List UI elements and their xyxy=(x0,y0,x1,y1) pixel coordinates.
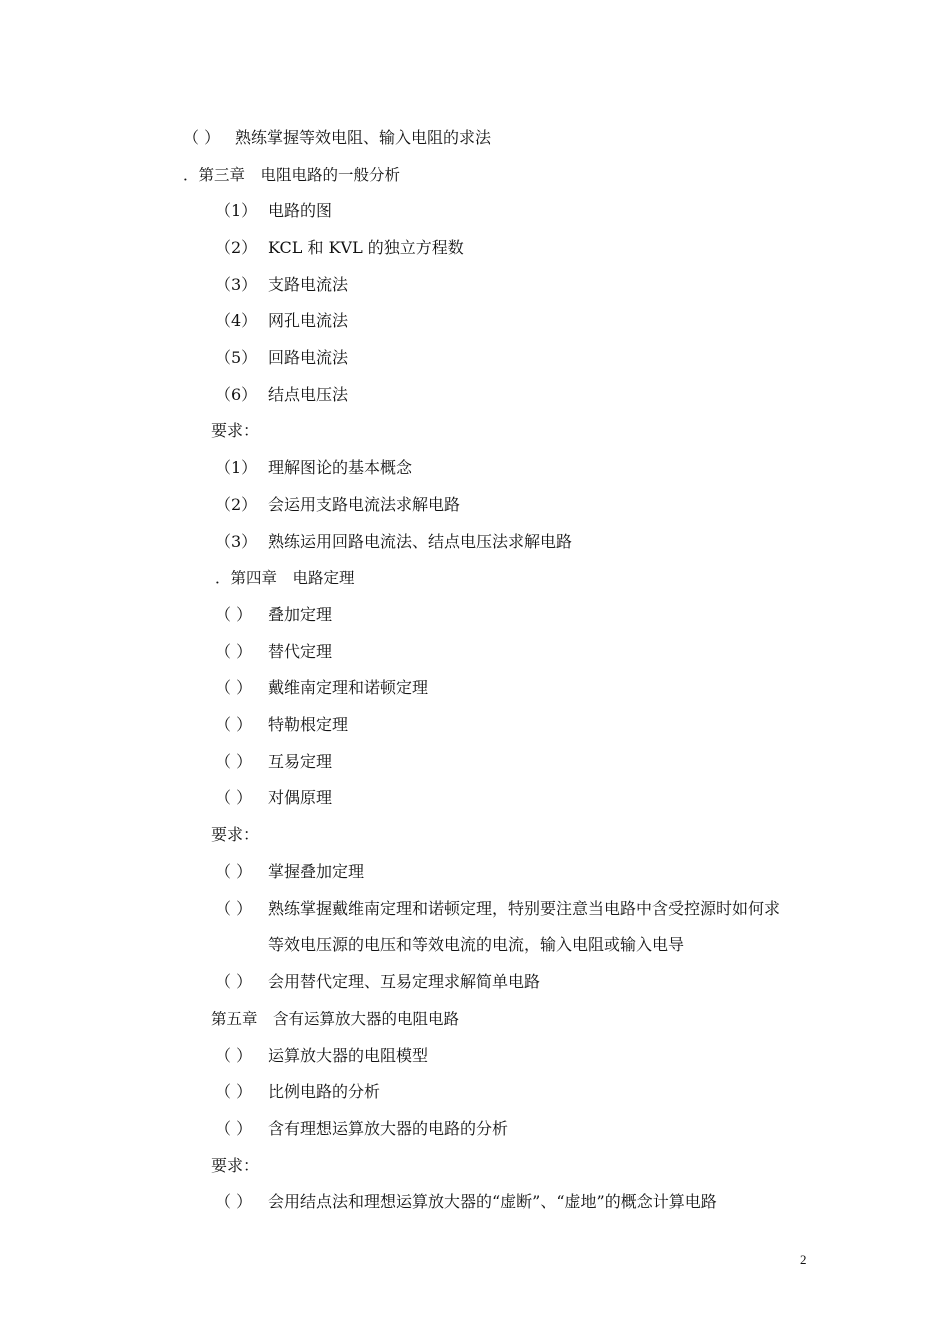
item-marker: （ ） xyxy=(183,128,221,147)
item-text: 对偶原理 xyxy=(268,788,333,807)
item-marker: （ ） xyxy=(215,1119,253,1138)
item-text: 比例电路的分析 xyxy=(268,1082,381,1101)
item-text: 理解图论的基本概念 xyxy=(268,458,413,477)
item-marker: （2） xyxy=(215,238,258,257)
item-marker: （1） xyxy=(215,201,258,220)
requirements-label: 要求： xyxy=(211,825,260,844)
item-text: 含有理想运算放大器的电路的分析 xyxy=(268,1119,509,1138)
chapter3-heading: ．第三章 电阻电路的一般分析 xyxy=(183,166,401,184)
item-marker: （4） xyxy=(215,311,258,330)
item-marker: （5） xyxy=(215,348,258,367)
item-text: 会用结点法和理想运算放大器的“虚断”、“虚地”的概念计算电路 xyxy=(268,1192,717,1211)
item-marker: （ ） xyxy=(215,605,253,624)
page-number: 2 xyxy=(800,1252,807,1267)
chapter5-heading: 第五章 含有运算放大器的电阻电路 xyxy=(211,1010,460,1028)
item-text: 会用替代定理、互易定理求解简单电路 xyxy=(268,972,541,991)
item-text: 运算放大器的电阻模型 xyxy=(268,1046,429,1065)
requirements-label: 要求： xyxy=(211,421,260,440)
item-text: 熟练掌握等效电阻、输入电阻的求法 xyxy=(235,128,492,147)
item-text: 叠加定理 xyxy=(268,605,333,624)
item-marker: （1） xyxy=(215,458,258,477)
item-marker: （ ） xyxy=(215,715,253,734)
item-text: KCL 和 KVL 的独立方程数 xyxy=(268,238,464,257)
item-marker: （ ） xyxy=(215,1192,253,1211)
requirement-continuation: 等效电压源的电压和等效电流的电流，输入电阻或输入电导 xyxy=(268,935,685,954)
item-text: 替代定理 xyxy=(268,642,333,661)
item-marker: （ ） xyxy=(215,862,253,881)
chapter4-heading: ．第四章 电路定理 xyxy=(215,569,355,587)
item-text: 回路电流法 xyxy=(268,348,349,367)
item-marker: （ ） xyxy=(215,1046,253,1065)
item-marker: （ ） xyxy=(215,972,253,991)
item-marker: （ ） xyxy=(215,642,253,661)
item-marker: （3） xyxy=(215,275,258,294)
item-text: 戴维南定理和诺顿定理 xyxy=(268,678,429,697)
item-marker: （ ） xyxy=(215,788,253,807)
item-text: 特勒根定理 xyxy=(268,715,349,734)
item-text: 熟练掌握戴维南定理和诺顿定理，特别要注意当电路中含受控源时如何求 xyxy=(268,899,781,918)
item-marker: （ ） xyxy=(215,1082,253,1101)
item-marker: （2） xyxy=(215,495,258,514)
item-text: 结点电压法 xyxy=(268,385,349,404)
item-marker: （ ） xyxy=(215,678,253,697)
item-text: 支路电流法 xyxy=(268,275,349,294)
item-text: 网孔电流法 xyxy=(268,311,349,330)
item-marker: （ ） xyxy=(215,899,253,918)
item-text: 掌握叠加定理 xyxy=(268,862,365,881)
item-marker: （6） xyxy=(215,385,258,404)
requirements-label: 要求： xyxy=(211,1156,260,1175)
item-text: 会运用支路电流法求解电路 xyxy=(268,495,461,514)
item-marker: （3） xyxy=(215,532,258,551)
item-text: 熟练运用回路电流法、结点电压法求解电路 xyxy=(268,532,573,551)
item-text: 电路的图 xyxy=(268,201,333,220)
item-marker: （ ） xyxy=(215,752,253,771)
item-text: 互易定理 xyxy=(268,752,333,771)
